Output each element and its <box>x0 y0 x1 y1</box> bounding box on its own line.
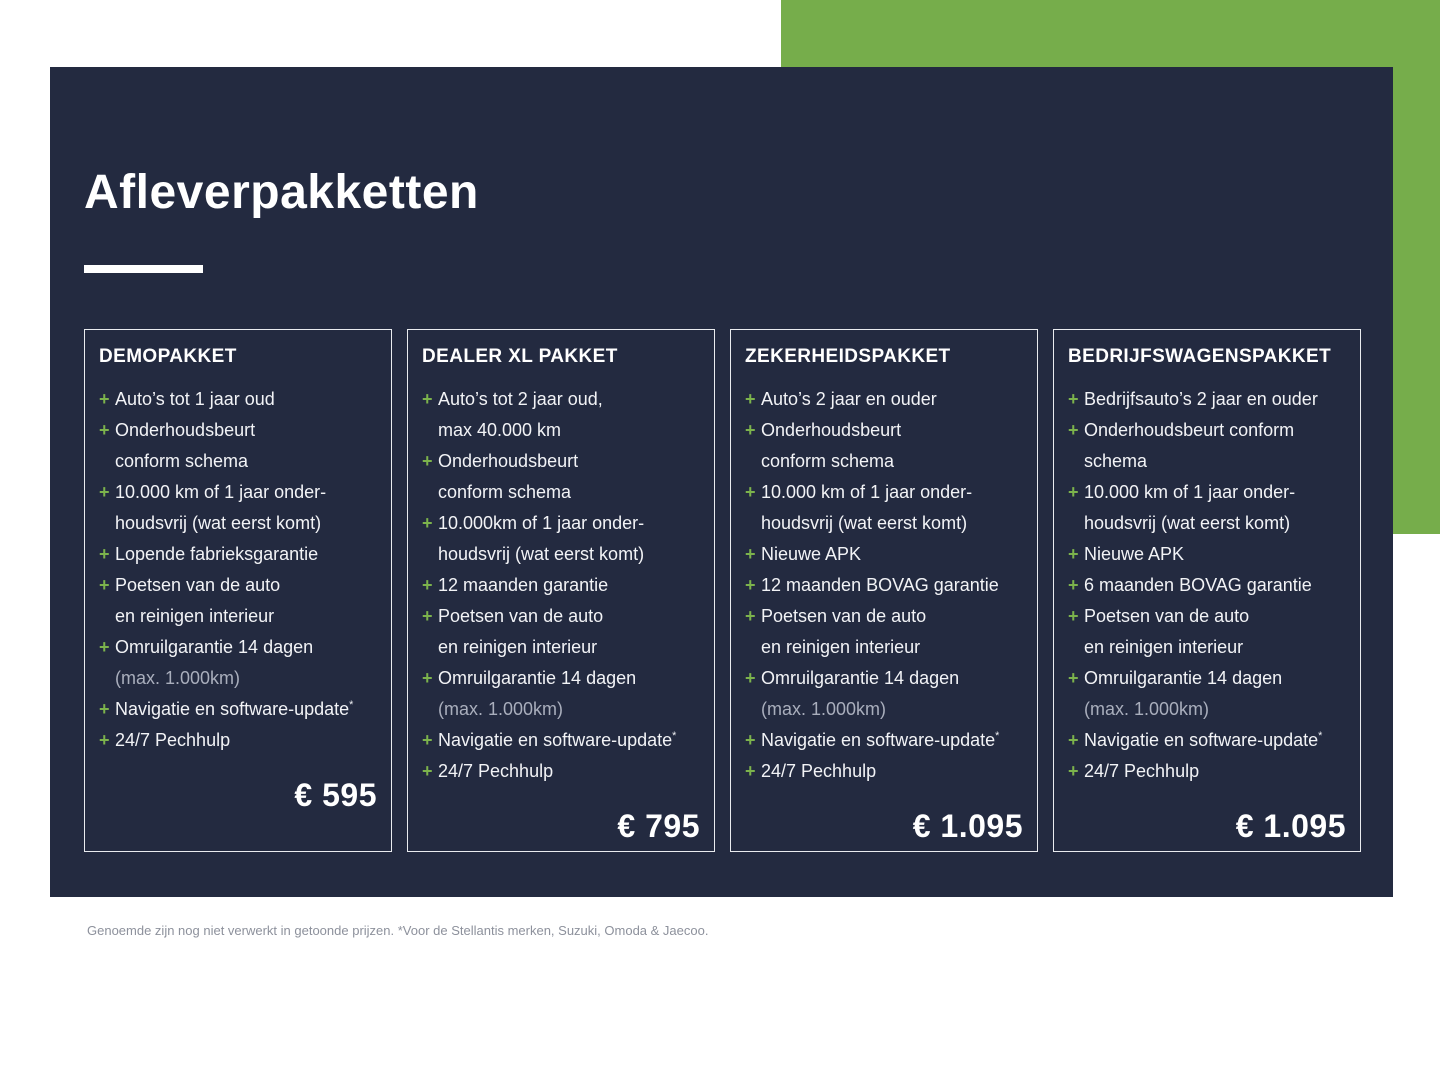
feature-line <box>1068 415 1346 446</box>
feature-text: Navigatie en software-update* <box>1084 730 1323 750</box>
feature-line <box>1068 477 1346 508</box>
feature-text: en reinigen interieur <box>1084 637 1244 657</box>
plus-icon: + <box>745 761 756 781</box>
feature-line <box>745 539 1023 570</box>
feature-line <box>745 446 1023 477</box>
feature-line <box>1068 384 1346 415</box>
plus-icon: + <box>745 575 756 595</box>
plus-icon: + <box>422 389 433 409</box>
feature-line <box>1068 601 1346 632</box>
feature-line <box>422 415 700 446</box>
feature-text: 6 maanden BOVAG garantie <box>1084 575 1312 595</box>
plus-icon: + <box>1068 668 1079 688</box>
feature-line <box>99 477 377 508</box>
plus-icon: + <box>422 513 433 533</box>
feature-text: (max. 1.000km) <box>761 699 887 719</box>
plus-icon: + <box>745 482 756 502</box>
feature-line <box>422 663 700 694</box>
asterisk-marker: * <box>1318 730 1323 742</box>
plus-icon: + <box>745 389 756 409</box>
feature-line <box>745 601 1023 632</box>
feature-line <box>1068 663 1346 694</box>
feature-line <box>422 446 700 477</box>
feature-text: Poetsen van de auto <box>115 575 281 595</box>
feature-text: houdsvrij (wat eerst komt) <box>115 513 322 533</box>
plus-spacer <box>99 508 115 539</box>
plus-icon: + <box>99 699 110 719</box>
package-price: € 795 <box>617 808 700 844</box>
feature-line <box>1068 570 1346 601</box>
plus-icon: + <box>422 606 433 626</box>
package-title: ZEKERHEIDSPAKKET <box>745 346 951 367</box>
feature-text: Omruilgarantie 14 dagen <box>761 668 960 688</box>
feature-text: (max. 1.000km) <box>438 699 564 719</box>
package-card <box>730 329 1038 852</box>
feature-line <box>745 632 1023 663</box>
plus-icon: + <box>745 668 756 688</box>
feature-text: 24/7 Pechhulp <box>438 761 554 781</box>
asterisk-marker: * <box>672 730 677 742</box>
feature-text: 10.000km of 1 jaar onder- <box>438 513 645 533</box>
plus-spacer <box>745 694 761 725</box>
feature-line <box>1068 539 1346 570</box>
feature-line <box>745 663 1023 694</box>
plus-icon: + <box>99 482 110 502</box>
plus-icon: + <box>99 730 110 750</box>
feature-text: Auto’s tot 2 jaar oud, <box>438 389 603 409</box>
feature-text: Onderhoudsbeurt <box>115 420 256 440</box>
feature-text: en reinigen interieur <box>438 637 598 657</box>
feature-line <box>1068 446 1346 477</box>
feature-line <box>99 570 377 601</box>
plus-icon: + <box>422 575 433 595</box>
package-cards <box>84 329 1361 852</box>
feature-line <box>1068 694 1346 725</box>
feature-text: 12 maanden garantie <box>438 575 609 595</box>
feature-list <box>1068 384 1346 787</box>
plus-icon: + <box>745 730 756 750</box>
plus-spacer <box>422 632 438 663</box>
feature-text: Nieuwe APK <box>761 544 862 564</box>
feature-line <box>422 539 700 570</box>
feature-list <box>99 384 377 756</box>
plus-spacer <box>745 446 761 477</box>
feature-text: Omruilgarantie 14 dagen <box>1084 668 1283 688</box>
plus-icon: + <box>1068 544 1079 564</box>
plus-icon: + <box>99 420 110 440</box>
feature-text: houdsvrij (wat eerst komt) <box>761 513 968 533</box>
feature-text: Poetsen van de auto <box>761 606 927 626</box>
plus-icon: + <box>745 606 756 626</box>
plus-icon: + <box>422 451 433 471</box>
feature-text: conform schema <box>115 451 249 471</box>
feature-text: Omruilgarantie 14 dagen <box>438 668 637 688</box>
package-card <box>84 329 392 852</box>
plus-icon: + <box>1068 730 1079 750</box>
plus-icon: + <box>1068 389 1079 409</box>
feature-line <box>422 756 700 787</box>
plus-spacer <box>99 663 115 694</box>
feature-line <box>1068 725 1346 756</box>
plus-icon: + <box>422 730 433 750</box>
feature-text: 10.000 km of 1 jaar onder- <box>115 482 327 502</box>
plus-spacer <box>1068 446 1084 477</box>
feature-text: 24/7 Pechhulp <box>115 730 231 750</box>
feature-line <box>422 694 700 725</box>
asterisk-marker: * <box>349 699 354 711</box>
feature-text: Bedrijfsauto’s 2 jaar en ouder <box>1084 389 1318 409</box>
plus-icon: + <box>99 544 110 564</box>
plus-spacer <box>99 601 115 632</box>
plus-icon: + <box>99 575 110 595</box>
package-title: DEALER XL PAKKET <box>422 346 618 367</box>
feature-text: 24/7 Pechhulp <box>1084 761 1200 781</box>
feature-text: Navigatie en software-update* <box>761 730 1000 750</box>
plus-icon: + <box>422 668 433 688</box>
feature-text: (max. 1.000km) <box>1084 699 1210 719</box>
feature-text: Auto’s 2 jaar en ouder <box>761 389 937 409</box>
package-price: € 595 <box>294 777 377 813</box>
feature-text: Poetsen van de auto <box>1084 606 1250 626</box>
plus-icon: + <box>745 420 756 440</box>
plus-icon: + <box>99 389 110 409</box>
feature-line <box>99 539 377 570</box>
plus-spacer <box>422 539 438 570</box>
feature-text: Onderhoudsbeurt <box>761 420 902 440</box>
feature-text: houdsvrij (wat eerst komt) <box>438 544 645 564</box>
feature-text: Auto’s tot 1 jaar oud <box>115 389 275 409</box>
plus-icon: + <box>1068 420 1079 440</box>
package-title: DEMOPAKKET <box>99 346 237 367</box>
asterisk-marker: * <box>995 730 1000 742</box>
plus-spacer <box>1068 632 1084 663</box>
plus-icon: + <box>1068 575 1079 595</box>
plus-spacer <box>1068 694 1084 725</box>
feature-line <box>422 725 700 756</box>
feature-text: conform schema <box>438 482 572 502</box>
plus-spacer <box>745 508 761 539</box>
feature-line <box>745 694 1023 725</box>
feature-text: Lopende fabrieksgarantie <box>115 544 319 564</box>
page-title: Afleverpakketten <box>84 166 479 219</box>
feature-text: houdsvrij (wat eerst komt) <box>1084 513 1291 533</box>
feature-line <box>99 415 377 446</box>
feature-text: 24/7 Pechhulp <box>761 761 877 781</box>
feature-line <box>1068 508 1346 539</box>
feature-line <box>745 384 1023 415</box>
feature-line <box>745 415 1023 446</box>
plus-icon: + <box>422 761 433 781</box>
feature-text: 10.000 km of 1 jaar onder- <box>761 482 973 502</box>
feature-line <box>422 477 700 508</box>
feature-text: Navigatie en software-update* <box>115 699 354 719</box>
feature-line <box>745 725 1023 756</box>
package-price: € 1.095 <box>1235 808 1346 844</box>
feature-line <box>1068 632 1346 663</box>
feature-line <box>422 601 700 632</box>
feature-line <box>99 694 377 725</box>
plus-spacer <box>422 694 438 725</box>
feature-line <box>422 570 700 601</box>
feature-text: 12 maanden BOVAG garantie <box>761 575 999 595</box>
feature-text: Omruilgarantie 14 dagen <box>115 637 314 657</box>
plus-spacer <box>745 632 761 663</box>
package-title: BEDRIJFSWAGENSPAKKET <box>1068 346 1332 367</box>
plus-spacer <box>1068 508 1084 539</box>
package-card <box>407 329 715 852</box>
feature-line <box>1068 756 1346 787</box>
package-price: € 1.095 <box>912 808 1023 844</box>
plus-spacer <box>422 477 438 508</box>
feature-text: Poetsen van de auto <box>438 606 604 626</box>
feature-line <box>745 756 1023 787</box>
feature-text: Onderhoudsbeurt conform <box>1084 420 1295 440</box>
feature-line <box>99 601 377 632</box>
feature-text: schema <box>1084 451 1148 471</box>
feature-line <box>745 508 1023 539</box>
feature-text: (max. 1.000km) <box>115 668 241 688</box>
plus-icon: + <box>99 637 110 657</box>
feature-line <box>99 508 377 539</box>
package-card <box>1053 329 1361 852</box>
feature-text: conform schema <box>761 451 895 471</box>
title-underline <box>84 265 203 273</box>
feature-text: Nieuwe APK <box>1084 544 1185 564</box>
feature-list <box>745 384 1023 787</box>
feature-line <box>745 477 1023 508</box>
footnote: Genoemde zijn nog niet verwerkt in getoonde prijzen. *Voor de Stellantis merken, Suzuki, Omoda & Jaecoo. <box>87 923 709 938</box>
feature-line <box>99 632 377 663</box>
plus-spacer <box>422 415 438 446</box>
feature-line <box>422 384 700 415</box>
plus-icon: + <box>745 544 756 564</box>
feature-line <box>99 663 377 694</box>
feature-line <box>99 725 377 756</box>
feature-line <box>99 384 377 415</box>
feature-line <box>99 446 377 477</box>
feature-text: Navigatie en software-update* <box>438 730 677 750</box>
feature-list <box>422 384 700 787</box>
feature-text: en reinigen interieur <box>115 606 275 626</box>
feature-text: 10.000 km of 1 jaar onder- <box>1084 482 1296 502</box>
packages-panel <box>50 67 1393 897</box>
plus-spacer <box>99 446 115 477</box>
feature-line <box>422 508 700 539</box>
plus-icon: + <box>1068 482 1079 502</box>
plus-icon: + <box>1068 606 1079 626</box>
feature-text: Onderhoudsbeurt <box>438 451 579 471</box>
plus-icon: + <box>1068 761 1079 781</box>
feature-line <box>745 570 1023 601</box>
feature-text: max 40.000 km <box>438 420 562 440</box>
feature-line <box>422 632 700 663</box>
feature-text: en reinigen interieur <box>761 637 921 657</box>
